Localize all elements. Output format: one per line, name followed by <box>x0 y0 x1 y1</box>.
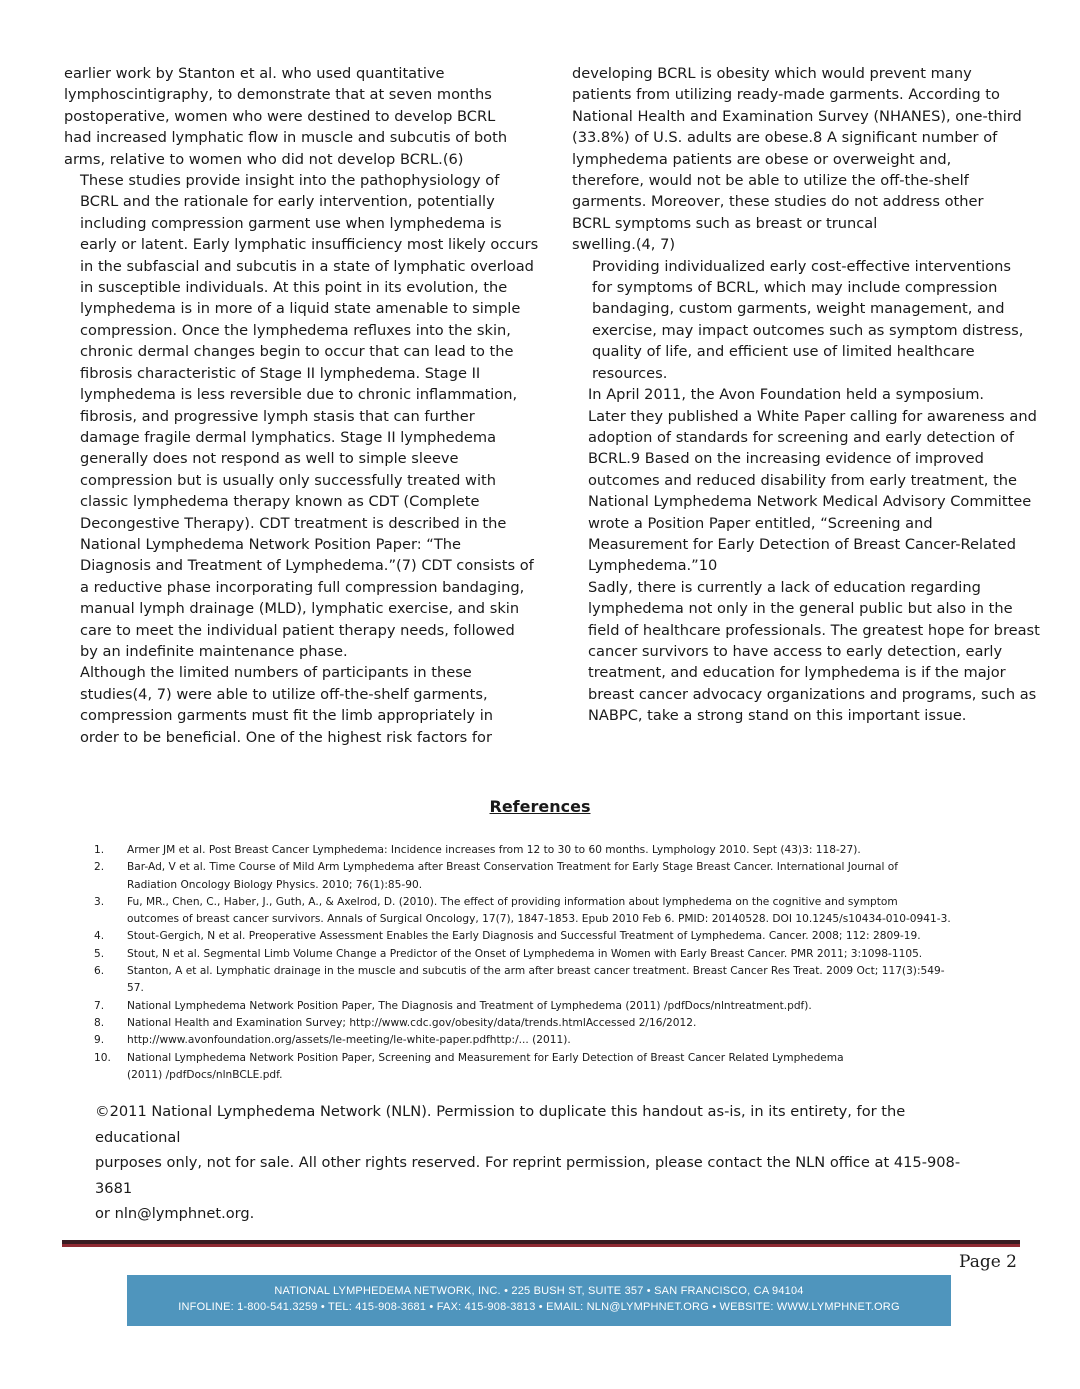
text-line: compression garments must fit the limb appropriately in <box>80 707 493 725</box>
reference-line: 57. <box>127 982 144 995</box>
text-line: Later they published a White Paper calling for awareness and <box>588 407 1037 425</box>
footer-contact-bar <box>127 1275 951 1326</box>
reference-number: 2. <box>94 861 105 874</box>
text-line: arms, relative to women who did not develop BCRL.(6) <box>64 150 464 168</box>
right-column <box>572 63 1040 727</box>
text-line: a reductive phase incorporating full compression bandaging, <box>80 578 525 596</box>
text-line: fibrosis, and progressive lymph stasis that can further <box>80 407 475 425</box>
text-line: Although the limited numbers of participants in these <box>80 664 472 682</box>
reference-line: Armer JM et al. Post Breast Cancer Lymphedema: Incidence increases from 12 to 30 to 60 months. Lymphology 2010. Sept (43)3: 118-27). <box>127 844 861 856</box>
paragraph <box>64 662 516 748</box>
reference-line: National Lymphedema Network Position Paper, The Diagnosis and Treatment of Lymphedema (2011) /pdfDocs/nlntreatment.pdf). <box>127 999 812 1012</box>
page-number: Page 2 <box>959 1252 1017 1272</box>
reference-number: 6. <box>94 965 105 978</box>
text-line: BCRL.9 Based on the increasing evidence of improved <box>588 450 984 468</box>
text-line: (33.8%) of U.S. adults are obese.8 A significant number of <box>572 129 998 147</box>
text-line: for symptoms of BCRL, which may include compression <box>592 279 998 297</box>
reference-line: Fu, MR., Chen, C., Haber, J., Guth, A., & Axelrod, D. (2010). The effect of providing information about lymphedema on the cognitive and symptom <box>127 895 898 908</box>
text-line: studies(4, 7) were able to utilize off-the-shelf garments, <box>80 685 488 703</box>
reference-item <box>94 842 1038 859</box>
reference-number: 5. <box>94 947 105 960</box>
text-line: breast cancer advocacy organizations and programs, such as <box>588 685 1037 703</box>
text-line: lymphedema not only in the general public but also in the <box>588 600 1013 618</box>
reference-item <box>94 928 1038 945</box>
text-line: postoperative, women who were destined to develop BCRL <box>64 107 496 125</box>
text-line: developing BCRL is obesity which would prevent many <box>572 65 972 82</box>
text-line: BCRL and the rationale for early intervention, potentially <box>80 193 495 211</box>
left-column <box>64 63 539 748</box>
copyright-notice: ©2011 National Lymphedema Network (NLN). Permission to duplicate this handout as-is, in its entirety, for the educational purposes only, not for sale. All other rights reserved. For reprint permission, please contact the NLN office at 415-908-3681 or nln@lymphnet.org. <box>95 1103 961 1222</box>
paragraph <box>572 63 1022 256</box>
text-line: adoption of standards for screening and early detection of <box>588 428 1015 446</box>
reference-line: outcomes of breast cancer survivors. Annals of Surgical Oncology, 17(7), 1847-1853. Epub 2010 Feb 6. PMID: 20140528. DOI 10.1245/s10434-010-0941-3. <box>127 913 951 926</box>
text-line: In April 2011, the Avon Foundation held a symposium. <box>588 386 985 404</box>
reference-text <box>127 998 1038 1015</box>
reference-text <box>127 1032 1038 1049</box>
text-line: lymphoscintigraphy, to demonstrate that at seven months <box>64 86 492 104</box>
reference-item <box>94 1050 1038 1085</box>
text-line: generally does not respond as well to simple sleeve <box>80 450 459 468</box>
reference-number: 9. <box>94 1034 105 1047</box>
text-line: had increased lymphatic flow in muscle and subcutis of both <box>64 129 508 147</box>
reference-number: 1. <box>94 844 105 856</box>
reference-text <box>127 963 1038 998</box>
text-line: therefore, would not be able to utilize the off-the-shelf <box>572 172 969 190</box>
reference-line: Stanton, A et al. Lymphatic drainage in the muscle and subcutis of the arm after breast cancer treatment. Breast Cancer Res Treat. 2009 Oct; 117(3):549- <box>127 965 945 978</box>
references-heading: References <box>489 797 591 816</box>
text-line: swelling.(4, 7) <box>572 236 676 254</box>
text-line: patients from utilizing ready-made garments. According to <box>572 86 1000 104</box>
text-line: damage fragile dermal lymphatics. Stage II lymphedema <box>80 428 497 446</box>
reference-number: 3. <box>94 895 105 908</box>
text-line: Diagnosis and Treatment of Lymphedema.”(7) CDT consists of <box>80 557 534 575</box>
text-line: cancer survivors to have access to early detection, early <box>588 642 1003 660</box>
reference-text <box>127 1050 1038 1085</box>
reference-line: Stout-Gergich, N et al. Preoperative Assessment Enables the Early Diagnosis and Successful Treatment of Lymphedema. Cancer. 2008; 112: 2809-19. <box>127 930 921 943</box>
reference-number: 7. <box>94 999 105 1012</box>
footer-contact-info: INFOLINE: 1-800-541.3259 • TEL: 415-908-3681 • FAX: 415-908-3813 • EMAIL: NLN@LYMPHNET.ORG • WEBSITE: WWW.LYMPHNET.ORG <box>178 1300 900 1313</box>
text-line: lymphedema patients are obese or overweight and, <box>572 150 952 168</box>
paragraph <box>64 63 516 170</box>
reference-text <box>127 842 1038 859</box>
reference-item <box>94 1032 1038 1049</box>
reference-line: (2011) /pdfDocs/nlnBCLE.pdf. <box>127 1068 283 1081</box>
reference-line: Stout, N et al. Segmental Limb Volume Change a Predictor of the Onset of Lymphedema in Women with Early Breast Cancer. PMR 2011; 3:1098-1105. <box>127 947 923 960</box>
reference-line: National Lymphedema Network Position Paper, Screening and Measurement for Early Detection of Breast Cancer Related Lymphedema <box>127 1051 844 1064</box>
text-line: garments. Moreover, these studies do not address other <box>572 193 984 211</box>
text-line: bandaging, custom garments, weight management, and <box>592 300 1005 318</box>
text-line: These studies provide insight into the pathophysiology of <box>80 172 500 190</box>
reference-item <box>94 963 1038 998</box>
reference-item <box>94 998 1038 1015</box>
reference-line: Radiation Oncology Biology Physics. 2010; 76(1):85-90. <box>127 878 423 891</box>
reference-line: Bar-Ad, V et al. Time Course of Mild Arm Lymphedema after Breast Conservation Treatment for Early Stage Breast Cancer. International Journal of <box>127 861 898 874</box>
paragraph <box>64 170 539 662</box>
text-line: National Health and Examination Survey (NHANES), one-third <box>572 107 1022 125</box>
text-line: National Lymphedema Network Position Paper: “The <box>80 535 461 553</box>
text-line: fibrosis characteristic of Stage II lymphedema. Stage II <box>80 364 481 382</box>
text-line: BCRL symptoms such as breast or truncal <box>572 214 878 232</box>
footer-address: NATIONAL LYMPHEDEMA NETWORK, INC. • 225 BUSH ST, SUITE 357 • SAN FRANCISCO, CA 94104 <box>274 1285 804 1297</box>
text-line: Providing individualized early cost-effective interventions <box>592 257 1012 275</box>
text-line: Measurement for Early Detection of Breast Cancer-Related <box>588 535 1016 553</box>
text-line: NABPC, take a strong stand on this important issue. <box>588 707 967 725</box>
text-line: Decongestive Therapy). CDT treatment is described in the <box>80 514 507 532</box>
text-line: including compression garment use when lymphedema is <box>80 214 502 232</box>
text-line: care to meet the individual patient therapy needs, followed <box>80 621 515 639</box>
text-line: quality of life, and efficient use of limited healthcare <box>592 343 975 361</box>
text-line: Lymphedema.”10 <box>588 557 718 575</box>
reference-text <box>127 928 1038 945</box>
text-line: classic lymphedema therapy known as CDT (Complete <box>80 493 480 511</box>
text-line: chronic dermal changes begin to occur that can lead to the <box>80 343 514 361</box>
text-line: compression. Once the lymphedema refluxes into the skin, <box>80 321 511 339</box>
reference-number: 4. <box>94 930 105 943</box>
text-line: Sadly, there is currently a lack of education regarding <box>588 578 981 596</box>
reference-line: http://www.avonfoundation.org/assets/le-meeting/le-white-paper.pdfhttp:/... (2011). <box>127 1034 571 1047</box>
text-line: resources. <box>592 364 668 382</box>
text-line: exercise, may impact outcomes such as symptom distress, <box>592 321 1024 339</box>
paragraph <box>572 577 1040 727</box>
reference-number: 8. <box>94 1016 105 1029</box>
reference-item <box>94 859 1038 894</box>
text-line: in susceptible individuals. At this point in its evolution, the <box>80 279 508 297</box>
text-line: early or latent. Early lymphatic insufficiency most likely occurs <box>80 236 539 254</box>
reference-item <box>94 1015 1038 1032</box>
reference-text <box>127 1015 1038 1032</box>
text-line: lymphedema is less reversible due to chronic inflammation, <box>80 386 518 404</box>
text-line: outcomes and reduced disability from early treatment, the <box>588 471 1018 489</box>
text-line: wrote a Position Paper entitled, “Screening and <box>588 514 933 532</box>
paragraph <box>572 256 1022 384</box>
reference-line: National Health and Examination Survey; http://www.cdc.gov/obesity/data/trends.htmlAccessed 2/16/2012. <box>127 1016 697 1029</box>
text-line: treatment, and education for lymphedema is if the major <box>588 664 1006 682</box>
text-line: manual lymph drainage (MLD), lymphatic exercise, and skin <box>80 600 520 618</box>
text-line: compression but is usually only successfully treated with <box>80 471 497 489</box>
footer-rule-accent <box>62 1244 1020 1247</box>
text-line: by an indefinite maintenance phase. <box>80 642 348 660</box>
text-line: earlier work by Stanton et al. who used quantitative <box>64 65 445 82</box>
text-line: National Lymphedema Network Medical Advisory Committee <box>588 493 1032 511</box>
text-line: field of healthcare professionals. The greatest hope for breast <box>588 621 1040 639</box>
reference-text <box>127 894 1038 929</box>
reference-text <box>127 946 1038 963</box>
text-line: order to be beneficial. One of the highest risk factors for <box>80 728 492 746</box>
reference-number: 10. <box>94 1051 111 1064</box>
reference-item <box>94 946 1038 963</box>
paragraph <box>572 384 1037 577</box>
reference-text <box>127 859 1038 894</box>
text-line: lymphedema is in more of a liquid state amenable to simple <box>80 300 521 318</box>
text-line: in the subfascial and subcutis in a state of lymphatic overload <box>80 257 534 275</box>
reference-item <box>94 894 1038 929</box>
references-list <box>94 842 1038 1084</box>
